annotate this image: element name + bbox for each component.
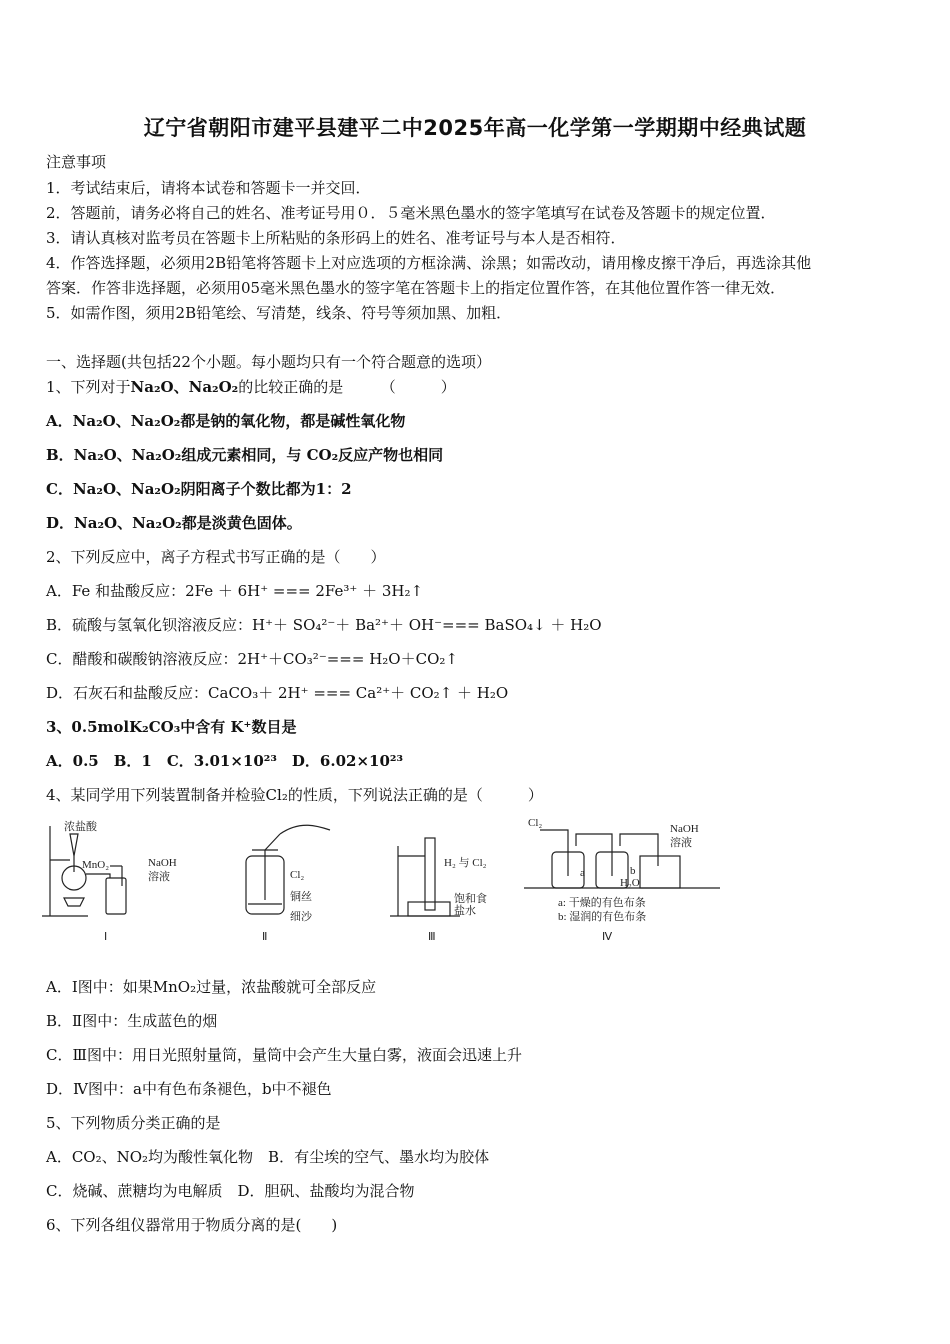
q3-stem: 3、0.5molK₂CO₃中含有 K⁺数目是 <box>46 718 297 736</box>
notice-item-4-cont: 答案．作答非选择题，必须用05毫米黑色墨水的签字笔在答题卡上的指定位置作答，在其他位置作答一律无效． <box>46 279 786 297</box>
fig4-label-water: H₂O <box>620 877 640 889</box>
q4-option-d: D．Ⅳ图中：a中有色布条褪色，b中不褪色 <box>46 1080 332 1098</box>
fig1-label-solution: 溶液 <box>148 871 170 883</box>
q5-options-ab: A．CO₂、NO₂均为酸性氧化物 B．有尘埃的空气、墨水均为胶体 <box>46 1148 490 1166</box>
q4-option-a: A．Ⅰ图中：如果MnO₂过量，浓盐酸就可全部反应 <box>46 978 377 996</box>
fig3-numeral: Ⅲ <box>428 931 436 943</box>
notice-item-1: 1．考试结束后，请将本试卷和答题卡一并交回． <box>46 179 371 197</box>
q2-option-a: A．Fe 和盐酸反应：2Fe ＋ 6H⁺ === 2Fe³⁺ ＋ 3H₂↑ <box>46 582 424 600</box>
fig3-label-gases: H₂ 与 Cl₂ <box>444 857 487 869</box>
q1-compounds: Na₂O、Na₂O₂ <box>130 378 239 396</box>
fig2-label-cl2: Cl₂ <box>290 869 305 881</box>
fig4-label-cl2: Cl₂ <box>528 817 543 829</box>
fig1-label-mno2: MnO₂ <box>82 859 110 871</box>
q1-option-b: B．Na₂O、Na₂O₂组成元素相同，与 CO₂反应产物也相同 <box>46 446 444 464</box>
q5-stem: 5、下列物质分类正确的是 <box>46 1114 221 1132</box>
fig4-label-solution: 溶液 <box>670 837 692 849</box>
notice-item-2: 2．答题前，请务必将自己的姓名、准考证号用０．５毫米黑色墨水的签字笔填写在试卷及答题卡的规定位置． <box>46 204 776 222</box>
fig4-label-b: b <box>630 865 636 877</box>
fig1-label-hcl: 浓盐酸 <box>64 821 97 833</box>
notice-item-4: 4．作答选择题，必须用2B铅笔将答题卡上对应选项的方框涂满、涂黑；如需改动，请用橡皮擦干净后，再选涂其他 <box>46 254 812 272</box>
figure-1-apparatus <box>42 826 126 916</box>
figure-3-apparatus <box>390 838 460 916</box>
q3-options: A．0.5 B．1 C．3.01×10²³ D．6.02×10²³ <box>46 752 404 770</box>
fig4-numeral: Ⅳ <box>602 931 613 943</box>
fig4-legend-a: a: 干燥的有色布条 <box>558 897 646 909</box>
q4-stem: 4、某同学用下列装置制备并检验Cl₂的性质，下列说法正确的是（ ） <box>46 786 543 804</box>
fig2-label-wire: 铜丝 <box>290 891 312 903</box>
figure-2-apparatus <box>246 825 330 914</box>
q1-option-c: C．Na₂O、Na₂O₂阴阳离子个数比都为1：2 <box>46 480 352 498</box>
q1-option-a: A．Na₂O、Na₂O₂都是钠的氧化物，都是碱性氧化物 <box>46 412 406 430</box>
notice-heading: 注意事项 <box>46 153 107 171</box>
q1-stem <box>46 377 456 397</box>
fig3-label-brine-2: 盐水 <box>454 905 476 917</box>
fig3-label-brine-1: 饱和食 <box>454 893 487 905</box>
q2-option-c: C．醋酸和碳酸钠溶液反应：2H⁺＋CO₃²⁻=== H₂O＋CO₂↑ <box>46 650 458 668</box>
fig1-label-naoh: NaOH <box>148 857 177 869</box>
fig2-numeral: Ⅱ <box>262 931 268 943</box>
q1-stem-pre: 1、下列对于 <box>46 378 131 396</box>
q5-options-cd: C．烧碱、蔗糖均为电解质 D．胆矾、盐酸均为混合物 <box>46 1182 415 1200</box>
q4-option-c: C．Ⅲ图中：用日光照射量筒，量筒中会产生大量白雾，液面会迅速上升 <box>46 1046 522 1064</box>
q2-stem: 2、下列反应中，离子方程式书写正确的是（ ） <box>46 548 386 566</box>
fig1-numeral: Ⅰ <box>104 931 108 943</box>
q1-stem-post: 的比较正确的是 （ ） <box>238 378 456 396</box>
q6-stem: 6、下列各组仪器常用于物质分离的是( ) <box>46 1216 338 1234</box>
q1-option-d: D．Na₂O、Na₂O₂都是淡黄色固体。 <box>46 514 302 532</box>
section-heading: 一、选择题(共包括22个小题。每小题均只有一个符合题意的选项） <box>46 353 491 371</box>
q2-option-b: B．硫酸与氢氧化钡溶液反应：H⁺＋ SO₄²⁻＋ Ba²⁺＋ OH⁻=== BaSO₄↓ ＋ H₂O <box>46 616 602 634</box>
fig4-label-a: a <box>580 867 585 879</box>
q4-option-b: B．Ⅱ图中：生成蓝色的烟 <box>46 1012 218 1030</box>
fig4-legend-b: b: 湿润的有色布条 <box>558 911 647 923</box>
fig2-label-sand: 细沙 <box>290 911 312 923</box>
q4-apparatus-figures <box>40 816 740 951</box>
page-title: 辽宁省朝阳市建平县建平二中2025年高一化学第一学期期中经典试题 <box>143 116 807 140</box>
notice-item-3: 3．请认真核对监考员在答题卡上所粘贴的条形码上的姓名、准考证号与本人是否相符． <box>46 229 626 247</box>
notice-item-5: 5．如需作图，须用2B铅笔绘、写清楚，线条、符号等须加黑、加粗． <box>46 304 512 322</box>
fig4-label-naoh: NaOH <box>670 823 699 835</box>
q2-option-d: D．石灰石和盐酸反应：CaCO₃＋ 2H⁺ === Ca²⁺＋ CO₂↑ ＋ H₂O <box>46 684 509 702</box>
